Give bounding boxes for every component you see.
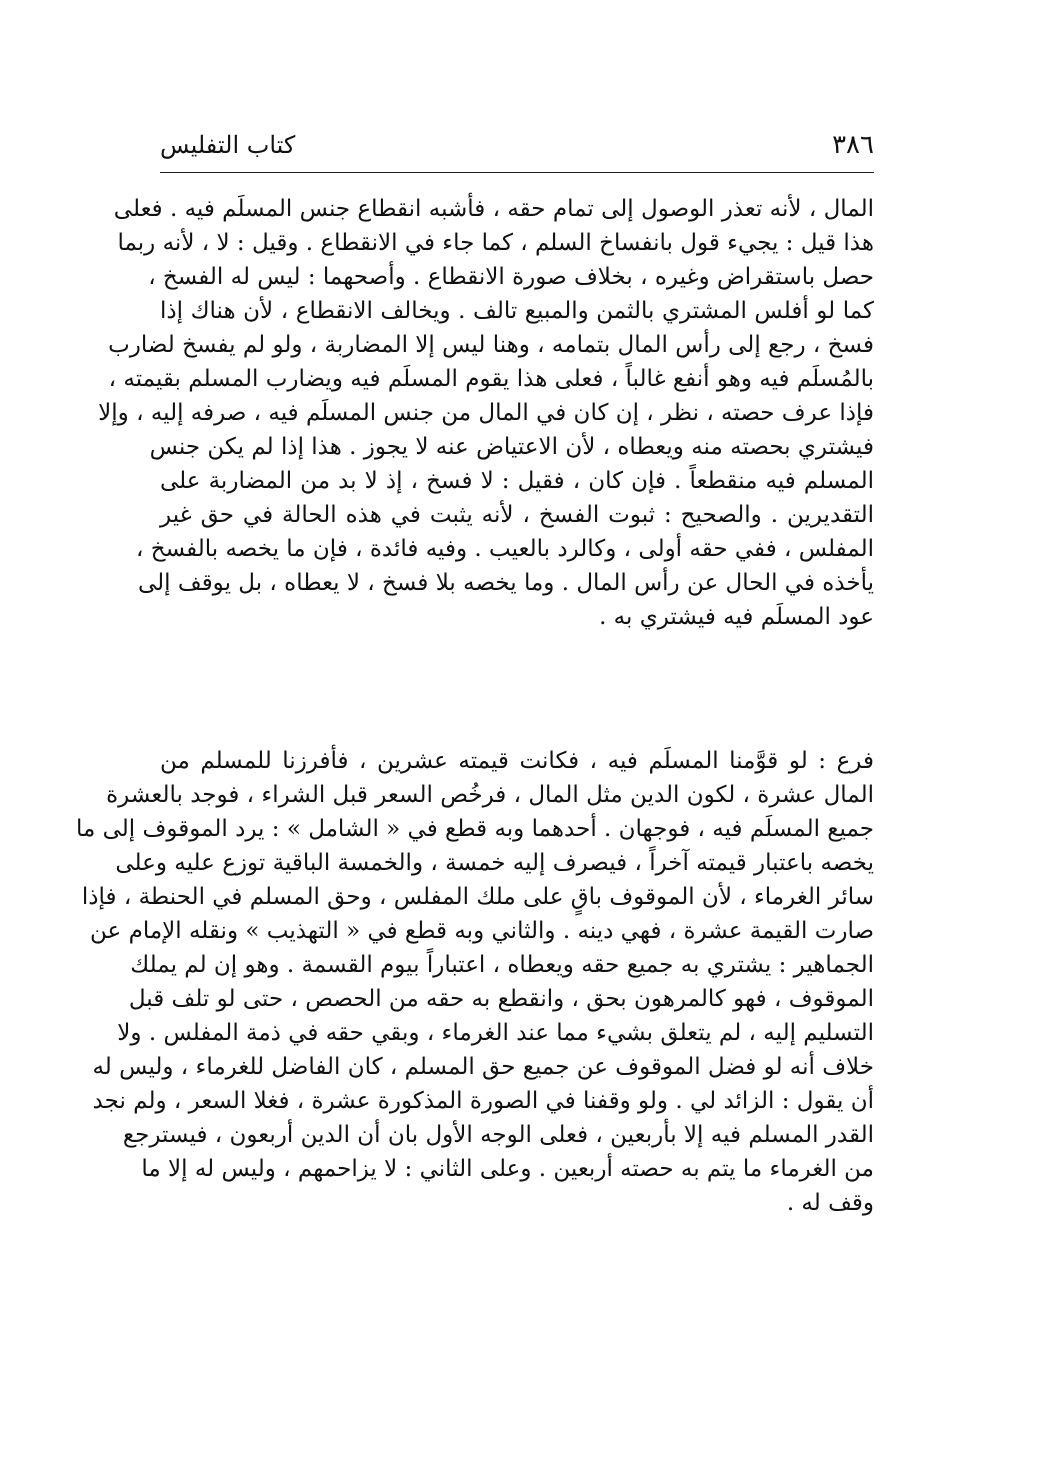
text-line: فرع : لو قوَّمنا المسلَم فيه ، فكانت قيمته عشرين ، فأفرزنا للمسلم من: [160, 748, 874, 774]
text-line: الجماهير : يشتري به جميع حقه ويعطاه ، اعتباراً بيوم القسمة . وهو إن لم يملك: [130, 952, 874, 978]
text-line: التقديرين . والصحيح : ثبوت الفسخ ، لأنه يثبت في هذه الحالة في حق غير: [160, 502, 874, 528]
text-line: سائر الغرماء ، لأن الموقوف باقٍ على ملك المفلس ، وحق المسلم في الحنطة ، فإذا: [81, 884, 874, 910]
text-line: القدر المسلم فيه إلا بأربعين ، فعلى الوجه الأول بان أن الدين أربعون ، فيسترجع: [122, 1122, 874, 1148]
header-divider: [160, 172, 874, 173]
text-line: صارت القيمة عشرة ، فهي دينه . والثاني وبه قطع في « التهذيب » ونقله الإمام عن: [90, 918, 874, 944]
text-line: وقف له .: [786, 1190, 874, 1216]
text-line: يأخذه في الحال عن رأس المال . وما يخصه بلا فسخ ، لا يعطاه ، بل يوقف إلى: [138, 570, 874, 596]
paragraph-1: [98, 192, 874, 634]
text-line: هذا قيل : يجيء قول بانفساخ السلم ، كما جاء في الانقطاع . وقيل : لا ، لأنه ربما: [117, 230, 874, 256]
text-line: الموقوف ، فهو كالمرهون بحق ، وانقطع به حقه من الحصص ، حتى لو تلف قبل: [128, 986, 874, 1012]
text-line: التسليم إليه ، لم يتعلق بشيء مما عند الغرماء ، وبقي حقه في ذمة المفلس . ولا: [117, 1020, 874, 1046]
page-number: ٣٨٦: [832, 130, 874, 160]
text-line: المال ، لأنه تعذر الوصول إلى تمام حقه ، فأشبه انقطاع جنس المسلَم فيه . فعلى: [113, 196, 874, 222]
text-line: أن يقول : الزائد لي . ولو وقفنا في الصورة المذكورة عشرة ، فغلا السعر ، ولم نجد: [92, 1088, 874, 1114]
text-line: كما لو أفلس المشتري بالثمن والمبيع تالف . ويخالف الانقطاع ، لأن هناك إذا: [160, 298, 874, 324]
text-line: بالمُسلَم فيه وهو أنفع غالباً ، فعلى هذا يقوم المسلَم فيه ويضارب المسلم بقيمته ،: [108, 366, 874, 392]
page-header: [160, 126, 874, 166]
text-line: حصل باستقراض وغيره ، بخلاف صورة الانقطاع . وأصحهما : ليس له الفسخ ،: [148, 264, 874, 290]
running-title: كتاب التفليس: [160, 131, 296, 159]
text-line: فإذا عرف حصته ، نظر ، إن كان في المال من جنس المسلَم فيه ، صرفه إليه ، وإلا: [98, 400, 874, 426]
text-line: فيشتري بحصته منه ويعطاه ، لأن الاعتياض عنه لا يجوز . هذا إذا لم يكن جنس: [149, 434, 874, 460]
paragraph-2-far: [75, 744, 874, 1220]
text-line: المفلس ، ففي حقه أولى ، وكالرد بالعيب . وفيه فائدة ، فإن ما يخصه بالفسخ ،: [135, 536, 874, 562]
text-line: من الغرماء ما يتم به حصته أربعين . وعلى الثاني : لا يزاحمهم ، وليس له إلا ما: [141, 1156, 874, 1182]
text-line: يخصه باعتبار قيمته آخراً ، فيصرف إليه خمسة ، والخمسة الباقية توزع عليه وعلى: [115, 850, 874, 876]
text-line: جميع المسلَم فيه ، فوجهان . أحدهما وبه قطع في « الشامل » : يرد الموقوف إلى ما: [75, 816, 874, 842]
text-line: عود المسلَم فيه فيشتري به .: [599, 604, 874, 630]
text-line: المال عشرة ، لكون الدين مثل المال ، فرخُص السعر قبل الشراء ، فوجد بالعشرة: [106, 782, 874, 808]
text-line: المسلم فيه منقطعاً . فإن كان ، فقيل : لا فسخ ، إذ لا بد من المضاربة على: [160, 468, 874, 494]
text-line: فسخ ، رجع إلى رأس المال بتمامه ، وهنا ليس إلا المضاربة ، ولو لم يفسخ لضارب: [108, 332, 874, 358]
text-line: خلاف أنه لو فضل الموقوف عن جميع حق المسلم ، كان الفاضل للغرماء ، وليس له: [92, 1054, 874, 1080]
